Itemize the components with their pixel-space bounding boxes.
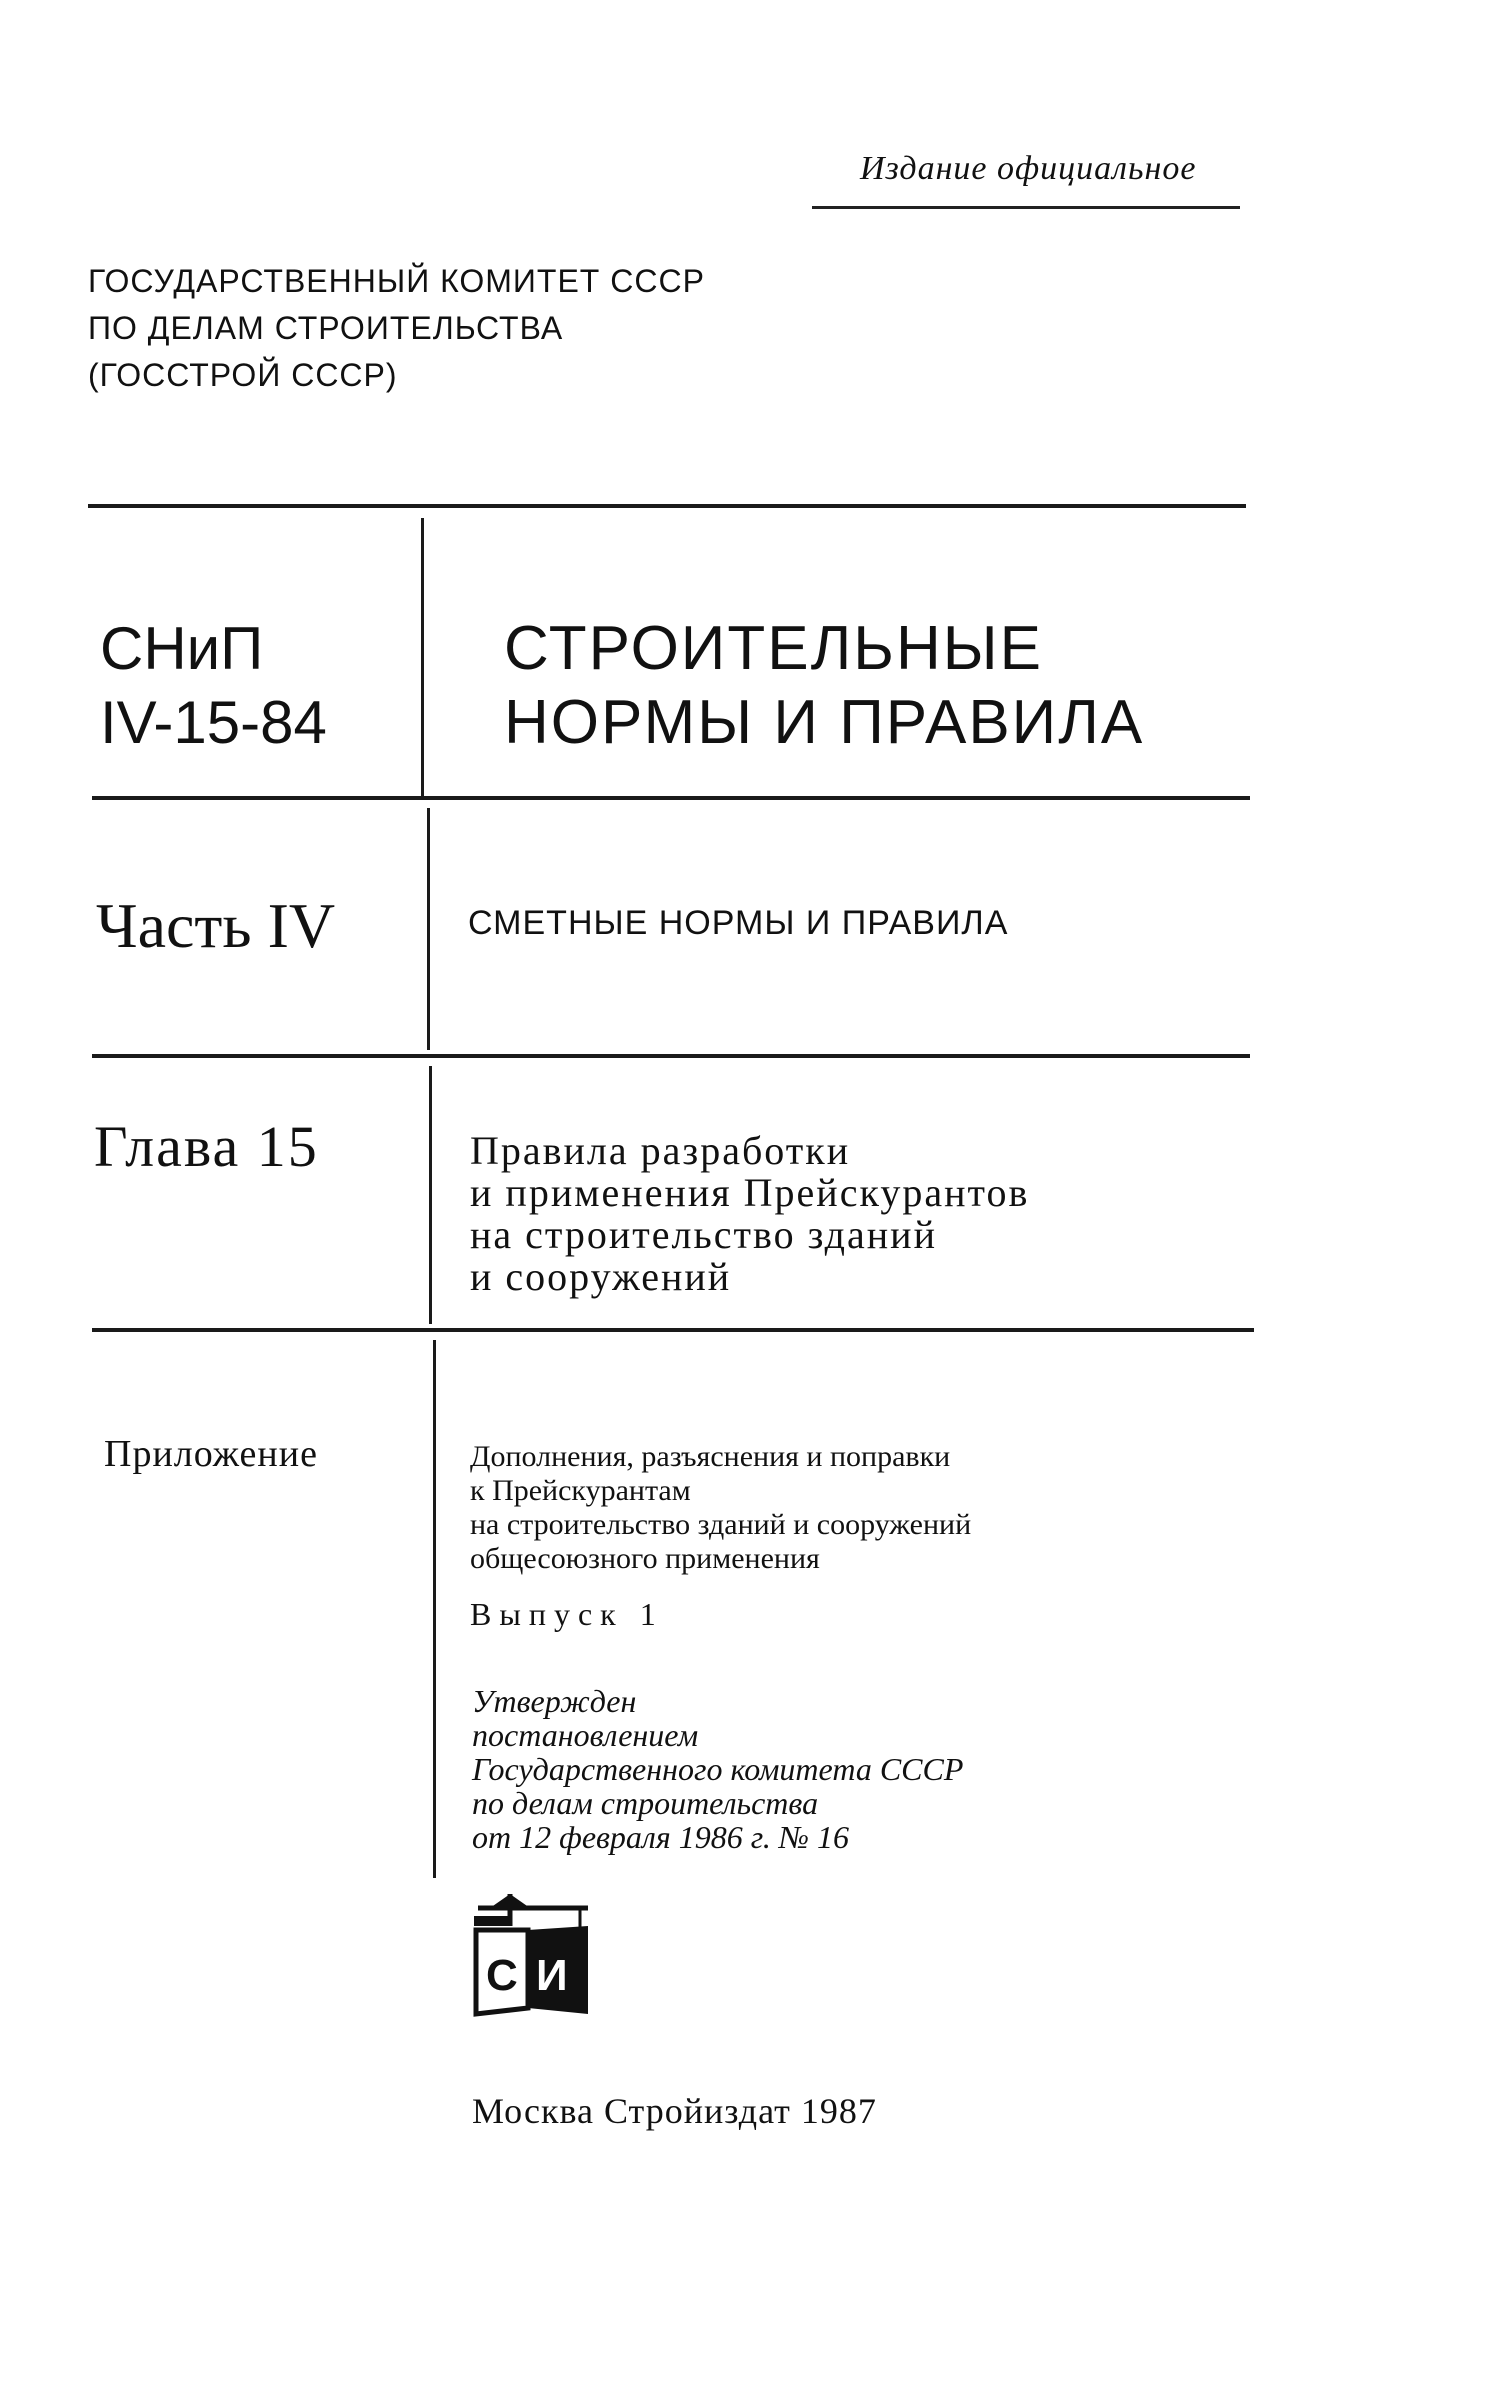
edition-label: Издание официальное	[860, 150, 1197, 187]
approval-note	[472, 1684, 963, 1854]
document-code	[100, 612, 327, 760]
approval-line: Государственного комитета СССР	[472, 1751, 964, 1787]
appendix-text-line: на строительство зданий и сооружений	[470, 1508, 972, 1541]
edition-underline	[812, 206, 1240, 209]
approval-line: постановлением	[472, 1717, 699, 1753]
chapter-title-line: и сооружений	[470, 1254, 732, 1299]
part-title: СМЕТНЫЕ НОРМЫ И ПРАВИЛА	[468, 904, 1009, 942]
approval-line: Утвержден	[472, 1683, 637, 1719]
publisher-imprint: Москва Стройиздат 1987	[472, 2091, 877, 2131]
committee-block	[88, 258, 705, 399]
column-divider	[429, 1066, 432, 1324]
appendix-label: Приложение	[104, 1433, 318, 1475]
column-divider	[421, 518, 424, 798]
document-title	[504, 612, 1144, 760]
part-label: Часть IV	[96, 890, 336, 961]
approval-line: от 12 февраля 1986 г. № 16	[472, 1819, 849, 1855]
column-divider	[433, 1340, 436, 1878]
committee-line: ГОСУДАРСТВЕННЫЙ КОМИТЕТ СССР	[88, 263, 705, 299]
logo-letter-right: И	[536, 1951, 568, 2000]
divider	[88, 504, 1246, 508]
logo-letter-left: С	[486, 1951, 518, 2000]
committee-line: (ГОССТРОЙ СССР)	[88, 357, 398, 393]
appendix-description	[470, 1440, 971, 1576]
approval-line: по делам строительства	[472, 1785, 819, 1821]
issue-number: Выпуск 1	[470, 1596, 664, 1632]
chapter-title	[470, 1130, 1029, 1298]
committee-line: ПО ДЕЛАМ СТРОИТЕЛЬСТВА	[88, 310, 564, 346]
chapter-title-line: на строительство зданий	[470, 1212, 937, 1257]
column-divider	[427, 808, 430, 1050]
chapter-label: Глава 15	[94, 1114, 319, 1179]
divider	[92, 1328, 1254, 1332]
stroyizdat-logo-icon	[470, 1890, 594, 2020]
document-title-line2: НОРМЫ И ПРАВИЛА	[504, 688, 1145, 757]
document-title-line1: СТРОИТЕЛЬНЫЕ	[504, 614, 1043, 683]
divider	[92, 1054, 1250, 1058]
document-code-line2: IV-15-84	[100, 689, 327, 756]
chapter-title-line: Правила разработки	[470, 1128, 851, 1173]
appendix-text-line: общесоюзного применения	[470, 1542, 820, 1575]
appendix-text-line: Дополнения, разъяснения и поправки	[470, 1440, 951, 1473]
divider	[92, 796, 1250, 800]
chapter-title-line: и применения Прейскурантов	[470, 1170, 1030, 1215]
appendix-text-line: к Прейскурантам	[470, 1474, 691, 1507]
document-code-line1: СНиП	[100, 615, 264, 682]
